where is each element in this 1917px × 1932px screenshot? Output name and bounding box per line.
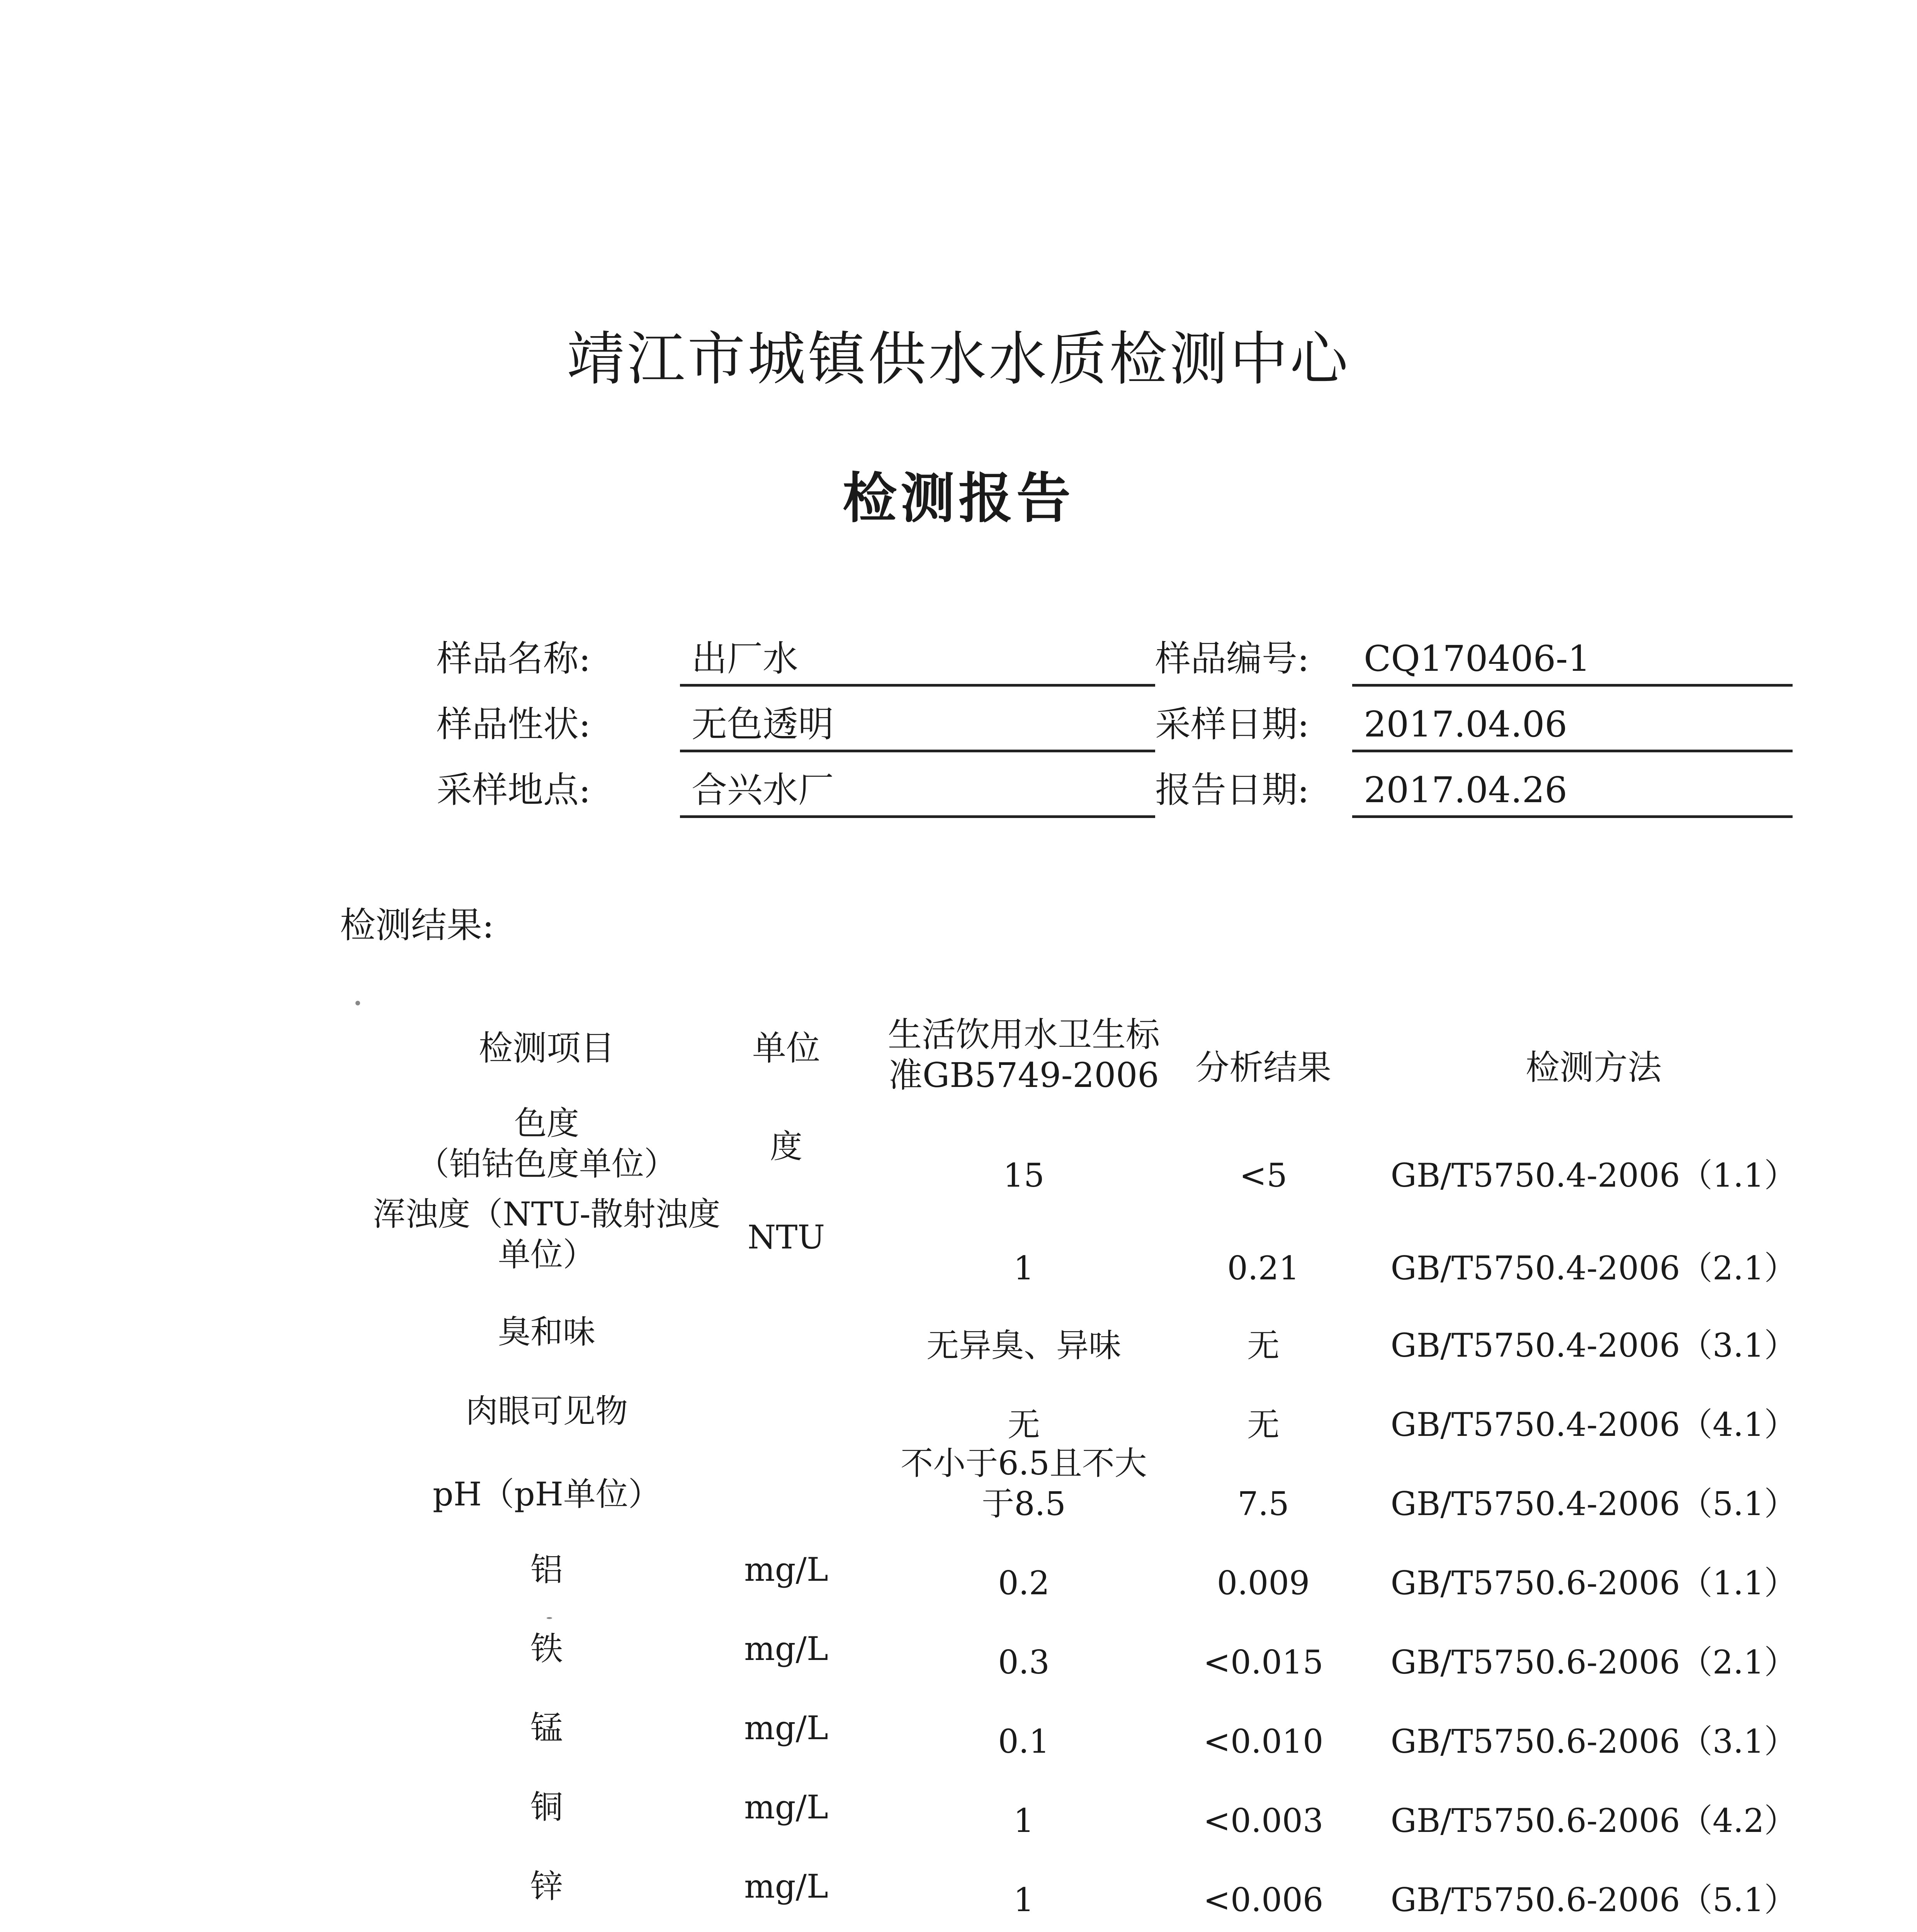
row-item-line2: （铂钴色度单位） — [416, 1145, 676, 1183]
row-standard: 无异臭、异味 — [926, 1327, 1121, 1364]
sample-state-value: 无色透明 — [680, 699, 1155, 752]
row-standard: 不小于6.5且不大 — [901, 1444, 1147, 1482]
header-standard-line2: 准GB5749-2006 — [888, 1055, 1159, 1095]
row-item: 浑浊度（NTU-散射浊度 — [373, 1195, 721, 1233]
row-unit: mg/L — [744, 1867, 828, 1905]
row-standard: 1 — [1013, 1802, 1034, 1840]
row-item: 铜 — [530, 1788, 563, 1826]
sampling-site-label: 采样地点: — [437, 769, 591, 811]
row-method: GB/T5750.6-2006（4.2） — [1390, 1802, 1797, 1840]
row-standard: 0.1 — [998, 1723, 1050, 1760]
info-row-1 — [0, 634, 1917, 699]
row-unit: mg/L — [744, 1709, 828, 1747]
row-standard: 0.3 — [998, 1643, 1050, 1681]
header-result: 分析结果 — [1195, 1048, 1331, 1087]
row-result: <0.015 — [1203, 1643, 1324, 1681]
info-row-2 — [0, 699, 1917, 765]
row-result: 无 — [1247, 1327, 1280, 1364]
row-item: 铝 — [530, 1551, 563, 1588]
row-standard-line2: 于8.5 — [982, 1485, 1066, 1523]
row-method: GB/T5750.6-2006（3.1） — [1390, 1723, 1797, 1760]
row-unit: NTU — [747, 1218, 825, 1256]
row-result: <5 — [1239, 1156, 1287, 1194]
header-unit: 单位 — [752, 1028, 820, 1068]
sampling-site-value: 合兴水厂 — [680, 765, 1155, 818]
sampling-date-label: 采样日期: — [1155, 704, 1309, 745]
row-standard: 0.2 — [998, 1564, 1050, 1602]
organization-title: 靖江市城镇供水水质检测中心 — [566, 326, 1350, 393]
row-item: pH（pH单位） — [432, 1475, 661, 1513]
scan-speck — [355, 1001, 360, 1005]
header-method: 检测方法 — [1525, 1048, 1662, 1087]
row-unit: mg/L — [744, 1551, 828, 1588]
row-item-line2: 单位） — [498, 1236, 595, 1274]
info-row-3 — [0, 765, 1917, 831]
header-item: 检测项目 — [478, 1028, 615, 1068]
row-method: GB/T5750.6-2006（2.1） — [1390, 1643, 1797, 1681]
report-date-value: 2017.04.26 — [1352, 765, 1793, 818]
row-result: 7.5 — [1237, 1485, 1289, 1523]
row-standard: 无 — [1007, 1406, 1040, 1444]
row-item: 锰 — [530, 1709, 563, 1747]
row-item: 铁 — [530, 1630, 563, 1668]
sample-name-value: 出厂水 — [680, 634, 1155, 687]
sampling-date-value: 2017.04.06 — [1352, 699, 1793, 752]
row-method: GB/T5750.6-2006（5.1） — [1390, 1881, 1797, 1919]
row-unit: mg/L — [744, 1630, 828, 1668]
row-item: 色度 — [514, 1104, 579, 1142]
row-result: <0.006 — [1203, 1881, 1324, 1919]
row-unit: mg/L — [744, 1788, 828, 1826]
sample-no-label: 样品编号: — [1155, 638, 1309, 679]
row-result: 无 — [1247, 1406, 1280, 1444]
row-result: <0.010 — [1203, 1723, 1324, 1760]
row-item: 臭和味 — [498, 1313, 595, 1351]
row-standard: 15 — [1003, 1156, 1045, 1194]
row-method: GB/T5750.4-2006（4.1） — [1390, 1406, 1797, 1444]
sample-no-value: CQ170406-1 — [1352, 634, 1793, 687]
report-title: 检测报告 — [842, 467, 1074, 530]
row-standard: 1 — [1013, 1249, 1034, 1287]
row-item: 锌 — [530, 1867, 563, 1905]
row-method: GB/T5750.4-2006（3.1） — [1390, 1327, 1797, 1364]
row-method: GB/T5750.6-2006（1.1） — [1390, 1564, 1797, 1602]
row-method: GB/T5750.4-2006（1.1） — [1390, 1156, 1797, 1194]
row-method: GB/T5750.4-2006（2.1） — [1390, 1249, 1797, 1287]
row-result: <0.003 — [1203, 1802, 1324, 1840]
row-result: 0.21 — [1227, 1249, 1300, 1287]
scan-speck — [547, 1617, 552, 1619]
row-result: 0.009 — [1217, 1564, 1310, 1602]
row-unit: 度 — [770, 1128, 802, 1165]
row-standard: 1 — [1013, 1881, 1034, 1919]
sample-name-label: 样品名称: — [437, 638, 591, 679]
header-standard-line1: 生活饮用水卫生标 — [887, 1015, 1160, 1054]
results-label: 检测结果: — [340, 905, 494, 946]
sample-state-label: 样品性状: — [437, 704, 591, 745]
report-date-label: 报告日期: — [1155, 769, 1309, 811]
row-method: GB/T5750.4-2006（5.1） — [1390, 1485, 1797, 1523]
row-item: 肉眼可见物 — [465, 1392, 628, 1430]
